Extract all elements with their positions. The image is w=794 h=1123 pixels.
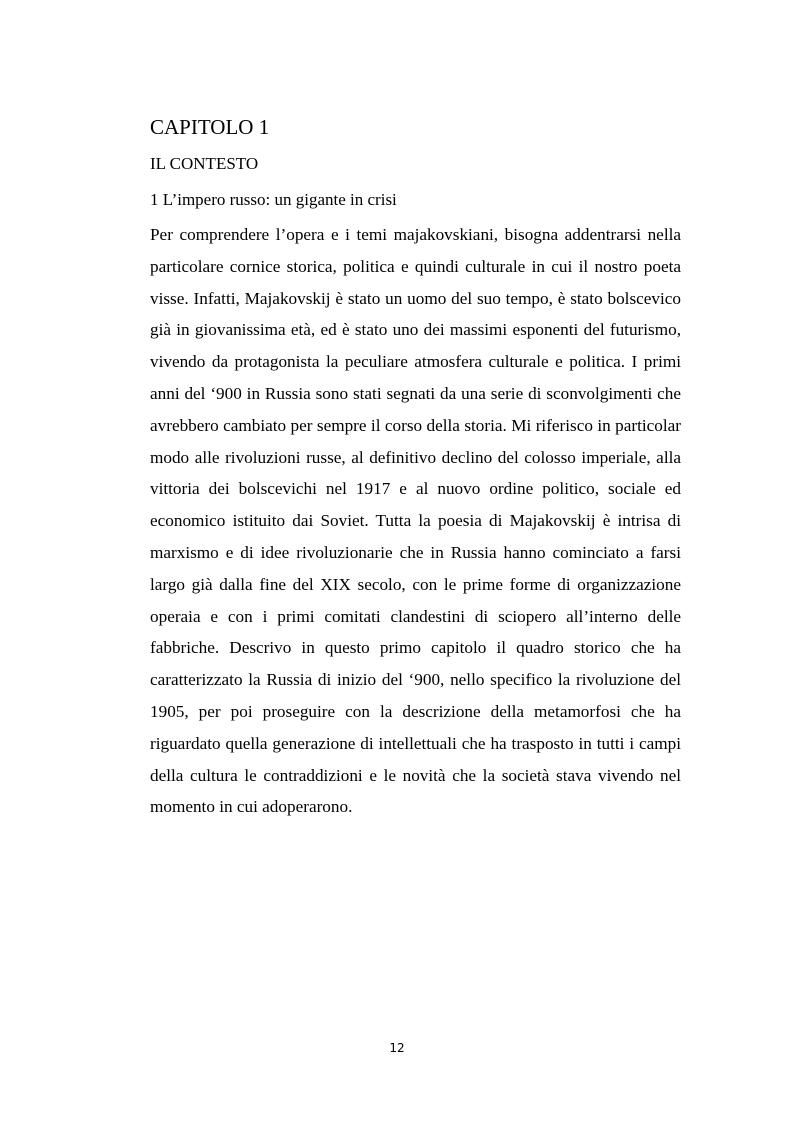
page-number: 12 [389, 1041, 405, 1055]
section-title: IL CONTESTO [150, 154, 259, 173]
chapter-title: CAPITOLO 1 [150, 115, 270, 139]
subsection-title: 1 L’impero russo: un gigante in crisi [150, 190, 397, 209]
body-paragraph: Per comprendere l’opera e i temi majakovskiani, bisogna addentrarsi nella particolare cornice storica, politica e quindi culturale in cui il nostro poeta visse. Infatti, Majakovskij è stato un uomo del suo tempo, è stato bolscevico già in giovanissima età, ed è stato uno dei massimi esponenti del futurismo, vivendo da protagonista la peculiare atmosfera culturale e politica. I primi anni del ‘900 in Russia sono stati segnati da una serie di sconvolgimenti che avrebbero cambiato per sempre il corso della storia. Mi riferisco in particolar modo alle rivoluzioni russe, al definitivo declino del colosso imperiale, alla vittoria dei bolscevichi nel 1917 e al nuovo ordine politico, sociale ed economico istituito dai Soviet. Tutta la poesia di Majakovskij è intrisa di marxismo e di idee rivoluzionarie che in Russia hanno cominciato a farsi largo già dalla fine del XIX secolo, con le prime forme di organizzazione operaia e con i primi comitati clandestini di sciopero all’interno delle fabbriche. Descrivo in questo primo capitolo il quadro storico che ha caratterizzato la Russia di inizio del ‘900, nello specifico la rivoluzione del 1905, per poi proseguire con la descrizione della metamorfosi che ha riguardato quella generazione di intellettuali che ha trasposto in tutti i campi della cultura le contraddizioni e le novità che la società stava vivendo nel momento in cui adoperarono. [150, 225, 681, 817]
